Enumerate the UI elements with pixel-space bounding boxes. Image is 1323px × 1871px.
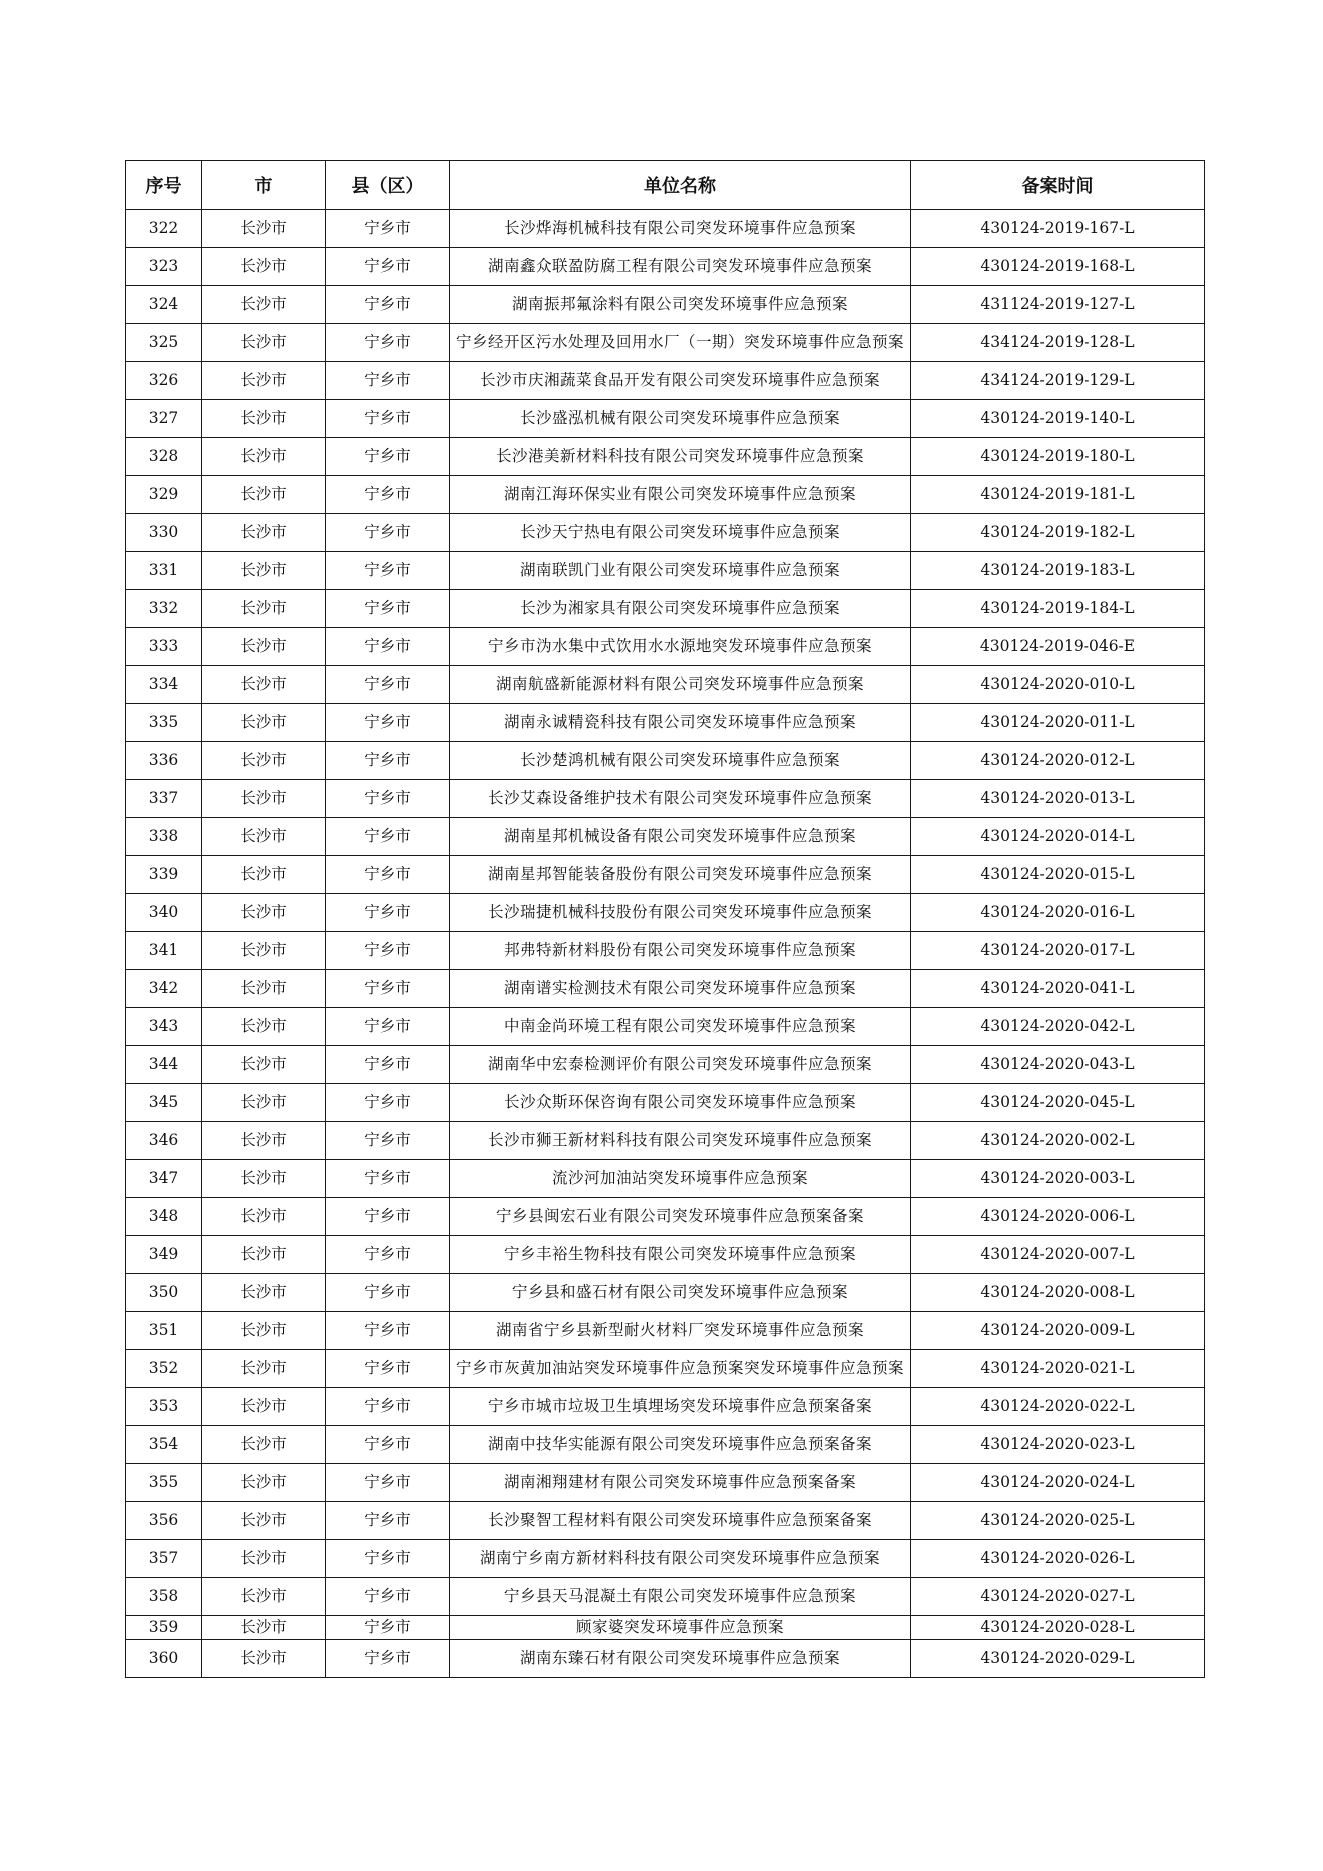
cell-county-district: 宁乡市 xyxy=(326,932,450,970)
cell-filing-number: 430124-2020-003-L xyxy=(911,1160,1205,1198)
cell-city: 长沙市 xyxy=(202,1502,326,1540)
cell-unit-name: 长沙为湘家具有限公司突发环境事件应急预案 xyxy=(450,590,911,628)
cell-city: 长沙市 xyxy=(202,1160,326,1198)
cell-filing-number: 430124-2020-021-L xyxy=(911,1350,1205,1388)
table-row xyxy=(126,1540,1205,1578)
cell-unit-name: 长沙市狮王新材料科技有限公司突发环境事件应急预案 xyxy=(450,1122,911,1160)
cell-unit-name: 长沙市庆湘蔬菜食品开发有限公司突发环境事件应急预案 xyxy=(450,362,911,400)
cell-serial-number: 323 xyxy=(126,248,202,286)
cell-filing-number: 430124-2019-181-L xyxy=(911,476,1205,514)
table-row xyxy=(126,1046,1205,1084)
cell-county-district: 宁乡市 xyxy=(326,1426,450,1464)
cell-serial-number: 349 xyxy=(126,1236,202,1274)
table-row xyxy=(126,970,1205,1008)
cell-city: 长沙市 xyxy=(202,362,326,400)
cell-filing-number: 430124-2019-182-L xyxy=(911,514,1205,552)
cell-city: 长沙市 xyxy=(202,1198,326,1236)
cell-unit-name: 宁乡县天马混凝土有限公司突发环境事件应急预案 xyxy=(450,1578,911,1616)
cell-serial-number: 348 xyxy=(126,1198,202,1236)
cell-county-district: 宁乡市 xyxy=(326,1502,450,1540)
cell-filing-number: 430124-2020-008-L xyxy=(911,1274,1205,1312)
cell-city: 长沙市 xyxy=(202,1350,326,1388)
cell-serial-number: 355 xyxy=(126,1464,202,1502)
cell-filing-number: 430124-2020-007-L xyxy=(911,1236,1205,1274)
table-row xyxy=(126,514,1205,552)
table-row xyxy=(126,1274,1205,1312)
cell-serial-number: 347 xyxy=(126,1160,202,1198)
table-row xyxy=(126,552,1205,590)
table-row xyxy=(126,856,1205,894)
cell-county-district: 宁乡市 xyxy=(326,970,450,1008)
cell-city: 长沙市 xyxy=(202,932,326,970)
cell-filing-number: 430124-2020-010-L xyxy=(911,666,1205,704)
header-filing-number: 备案时间 xyxy=(911,161,1205,210)
cell-county-district: 宁乡市 xyxy=(326,1198,450,1236)
cell-city: 长沙市 xyxy=(202,248,326,286)
table-row xyxy=(126,1008,1205,1046)
cell-city: 长沙市 xyxy=(202,1426,326,1464)
table-row xyxy=(126,1578,1205,1616)
cell-serial-number: 338 xyxy=(126,818,202,856)
cell-filing-number: 430124-2020-012-L xyxy=(911,742,1205,780)
cell-serial-number: 341 xyxy=(126,932,202,970)
cell-county-district: 宁乡市 xyxy=(326,248,450,286)
cell-filing-number: 430124-2020-014-L xyxy=(911,818,1205,856)
cell-serial-number: 337 xyxy=(126,780,202,818)
cell-serial-number: 336 xyxy=(126,742,202,780)
cell-county-district: 宁乡市 xyxy=(326,476,450,514)
cell-city: 长沙市 xyxy=(202,818,326,856)
cell-filing-number: 430124-2019-140-L xyxy=(911,400,1205,438)
cell-county-district: 宁乡市 xyxy=(326,1236,450,1274)
cell-unit-name: 长沙楚鸿机械有限公司突发环境事件应急预案 xyxy=(450,742,911,780)
cell-county-district: 宁乡市 xyxy=(326,1616,450,1640)
cell-unit-name: 湖南湘翔建材有限公司突发环境事件应急预案备案 xyxy=(450,1464,911,1502)
cell-unit-name: 中南金尚环境工程有限公司突发环境事件应急预案 xyxy=(450,1008,911,1046)
cell-city: 长沙市 xyxy=(202,666,326,704)
cell-city: 长沙市 xyxy=(202,1464,326,1502)
cell-unit-name: 长沙烨海机械科技有限公司突发环境事件应急预案 xyxy=(450,210,911,248)
cell-filing-number: 430124-2020-029-L xyxy=(911,1640,1205,1678)
cell-city: 长沙市 xyxy=(202,1312,326,1350)
cell-serial-number: 322 xyxy=(126,210,202,248)
cell-filing-number: 430124-2019-046-E xyxy=(911,628,1205,666)
table-row xyxy=(126,742,1205,780)
cell-county-district: 宁乡市 xyxy=(326,400,450,438)
cell-county-district: 宁乡市 xyxy=(326,210,450,248)
cell-filing-number: 430124-2020-009-L xyxy=(911,1312,1205,1350)
cell-county-district: 宁乡市 xyxy=(326,1350,450,1388)
cell-serial-number: 346 xyxy=(126,1122,202,1160)
cell-county-district: 宁乡市 xyxy=(326,1578,450,1616)
cell-county-district: 宁乡市 xyxy=(326,628,450,666)
cell-county-district: 宁乡市 xyxy=(326,1084,450,1122)
cell-unit-name: 长沙港美新材料科技有限公司突发环境事件应急预案 xyxy=(450,438,911,476)
cell-serial-number: 353 xyxy=(126,1388,202,1426)
cell-city: 长沙市 xyxy=(202,210,326,248)
cell-serial-number: 335 xyxy=(126,704,202,742)
cell-unit-name: 宁乡市城市垃圾卫生填埋场突发环境事件应急预案备案 xyxy=(450,1388,911,1426)
cell-filing-number: 430124-2020-011-L xyxy=(911,704,1205,742)
cell-filing-number: 430124-2020-025-L xyxy=(911,1502,1205,1540)
cell-unit-name: 宁乡县和盛石材有限公司突发环境事件应急预案 xyxy=(450,1274,911,1312)
cell-city: 长沙市 xyxy=(202,1578,326,1616)
cell-serial-number: 354 xyxy=(126,1426,202,1464)
cell-serial-number: 333 xyxy=(126,628,202,666)
cell-unit-name: 湖南鑫众联盈防腐工程有限公司突发环境事件应急预案 xyxy=(450,248,911,286)
cell-county-district: 宁乡市 xyxy=(326,1388,450,1426)
cell-city: 长沙市 xyxy=(202,1388,326,1426)
table-row xyxy=(126,362,1205,400)
table-row xyxy=(126,324,1205,362)
table-row xyxy=(126,1198,1205,1236)
cell-unit-name: 湖南宁乡南方新材料科技有限公司突发环境事件应急预案 xyxy=(450,1540,911,1578)
cell-unit-name: 长沙瑞捷机械科技股份有限公司突发环境事件应急预案 xyxy=(450,894,911,932)
cell-serial-number: 360 xyxy=(126,1640,202,1678)
cell-county-district: 宁乡市 xyxy=(326,742,450,780)
cell-filing-number: 430124-2020-041-L xyxy=(911,970,1205,1008)
cell-city: 长沙市 xyxy=(202,1084,326,1122)
header-unit-name: 单位名称 xyxy=(450,161,911,210)
cell-filing-number: 430124-2020-017-L xyxy=(911,932,1205,970)
cell-county-district: 宁乡市 xyxy=(326,894,450,932)
cell-county-district: 宁乡市 xyxy=(326,666,450,704)
cell-unit-name: 湖南星邦智能装备股份有限公司突发环境事件应急预案 xyxy=(450,856,911,894)
cell-county-district: 宁乡市 xyxy=(326,590,450,628)
cell-unit-name: 流沙河加油站突发环境事件应急预案 xyxy=(450,1160,911,1198)
cell-county-district: 宁乡市 xyxy=(326,780,450,818)
cell-serial-number: 340 xyxy=(126,894,202,932)
table-row xyxy=(126,1426,1205,1464)
cell-city: 长沙市 xyxy=(202,780,326,818)
cell-county-district: 宁乡市 xyxy=(326,1274,450,1312)
cell-city: 长沙市 xyxy=(202,324,326,362)
cell-unit-name: 湖南联凯门业有限公司突发环境事件应急预案 xyxy=(450,552,911,590)
cell-serial-number: 339 xyxy=(126,856,202,894)
cell-serial-number: 330 xyxy=(126,514,202,552)
cell-county-district: 宁乡市 xyxy=(326,1008,450,1046)
cell-serial-number: 356 xyxy=(126,1502,202,1540)
table-row xyxy=(126,400,1205,438)
cell-serial-number: 358 xyxy=(126,1578,202,1616)
table-row xyxy=(126,286,1205,324)
cell-city: 长沙市 xyxy=(202,856,326,894)
cell-unit-name: 长沙艾森设备维护技术有限公司突发环境事件应急预案 xyxy=(450,780,911,818)
cell-unit-name: 宁乡市沩水集中式饮用水水源地突发环境事件应急预案 xyxy=(450,628,911,666)
cell-county-district: 宁乡市 xyxy=(326,704,450,742)
cell-county-district: 宁乡市 xyxy=(326,1046,450,1084)
cell-county-district: 宁乡市 xyxy=(326,856,450,894)
cell-filing-number: 430124-2019-184-L xyxy=(911,590,1205,628)
table-row xyxy=(126,704,1205,742)
cell-unit-name: 长沙众斯环保咨询有限公司突发环境事件应急预案 xyxy=(450,1084,911,1122)
cell-city: 长沙市 xyxy=(202,1008,326,1046)
cell-filing-number: 430124-2020-026-L xyxy=(911,1540,1205,1578)
cell-serial-number: 359 xyxy=(126,1616,202,1640)
cell-city: 长沙市 xyxy=(202,1616,326,1640)
cell-filing-number: 430124-2019-183-L xyxy=(911,552,1205,590)
table-row xyxy=(126,1616,1205,1640)
cell-unit-name: 邦弗特新材料股份有限公司突发环境事件应急预案 xyxy=(450,932,911,970)
cell-city: 长沙市 xyxy=(202,438,326,476)
cell-unit-name: 湖南江海环保实业有限公司突发环境事件应急预案 xyxy=(450,476,911,514)
cell-city: 长沙市 xyxy=(202,704,326,742)
cell-filing-number: 430124-2019-168-L xyxy=(911,248,1205,286)
table-row xyxy=(126,1312,1205,1350)
cell-unit-name: 长沙天宁热电有限公司突发环境事件应急预案 xyxy=(450,514,911,552)
cell-county-district: 宁乡市 xyxy=(326,1540,450,1578)
cell-unit-name: 顾家婆突发环境事件应急预案 xyxy=(450,1616,911,1640)
table-row xyxy=(126,1236,1205,1274)
cell-unit-name: 湖南振邦氟涂料有限公司突发环境事件应急预案 xyxy=(450,286,911,324)
cell-county-district: 宁乡市 xyxy=(326,324,450,362)
table-row xyxy=(126,1350,1205,1388)
cell-serial-number: 324 xyxy=(126,286,202,324)
cell-unit-name: 宁乡经开区污水处理及回用水厂（一期）突发环境事件应急预案 xyxy=(450,324,911,362)
cell-unit-name: 湖南华中宏泰检测评价有限公司突发环境事件应急预案 xyxy=(450,1046,911,1084)
table-row xyxy=(126,1084,1205,1122)
cell-unit-name: 湖南东臻石材有限公司突发环境事件应急预案 xyxy=(450,1640,911,1678)
cell-city: 长沙市 xyxy=(202,1046,326,1084)
table-row xyxy=(126,666,1205,704)
cell-city: 长沙市 xyxy=(202,514,326,552)
cell-serial-number: 328 xyxy=(126,438,202,476)
cell-unit-name: 湖南航盛新能源材料有限公司突发环境事件应急预案 xyxy=(450,666,911,704)
table-row xyxy=(126,1122,1205,1160)
cell-county-district: 宁乡市 xyxy=(326,514,450,552)
cell-serial-number: 344 xyxy=(126,1046,202,1084)
cell-filing-number: 430124-2020-002-L xyxy=(911,1122,1205,1160)
table-header-row xyxy=(126,161,1205,210)
cell-filing-number: 430124-2020-015-L xyxy=(911,856,1205,894)
cell-county-district: 宁乡市 xyxy=(326,552,450,590)
cell-filing-number: 430124-2020-043-L xyxy=(911,1046,1205,1084)
cell-serial-number: 327 xyxy=(126,400,202,438)
cell-serial-number: 334 xyxy=(126,666,202,704)
table-row xyxy=(126,780,1205,818)
cell-filing-number: 430124-2020-023-L xyxy=(911,1426,1205,1464)
cell-filing-number: 430124-2020-027-L xyxy=(911,1578,1205,1616)
table-row xyxy=(126,628,1205,666)
cell-unit-name: 长沙盛泓机械有限公司突发环境事件应急预案 xyxy=(450,400,911,438)
cell-filing-number: 430124-2020-022-L xyxy=(911,1388,1205,1426)
cell-unit-name: 湖南永诚精瓷科技有限公司突发环境事件应急预案 xyxy=(450,704,911,742)
cell-serial-number: 357 xyxy=(126,1540,202,1578)
filing-records-table xyxy=(125,160,1205,1678)
cell-serial-number: 325 xyxy=(126,324,202,362)
cell-county-district: 宁乡市 xyxy=(326,362,450,400)
cell-unit-name: 长沙聚智工程材料有限公司突发环境事件应急预案备案 xyxy=(450,1502,911,1540)
cell-unit-name: 宁乡丰裕生物科技有限公司突发环境事件应急预案 xyxy=(450,1236,911,1274)
cell-serial-number: 351 xyxy=(126,1312,202,1350)
cell-serial-number: 326 xyxy=(126,362,202,400)
table-row xyxy=(126,818,1205,856)
cell-unit-name: 湖南星邦机械设备有限公司突发环境事件应急预案 xyxy=(450,818,911,856)
cell-serial-number: 331 xyxy=(126,552,202,590)
table-row xyxy=(126,1640,1205,1678)
cell-serial-number: 329 xyxy=(126,476,202,514)
cell-filing-number: 430124-2020-042-L xyxy=(911,1008,1205,1046)
cell-city: 长沙市 xyxy=(202,1640,326,1678)
cell-serial-number: 345 xyxy=(126,1084,202,1122)
cell-county-district: 宁乡市 xyxy=(326,1160,450,1198)
cell-city: 长沙市 xyxy=(202,1540,326,1578)
cell-city: 长沙市 xyxy=(202,894,326,932)
table-row xyxy=(126,932,1205,970)
cell-filing-number: 430124-2019-167-L xyxy=(911,210,1205,248)
table-row xyxy=(126,210,1205,248)
cell-county-district: 宁乡市 xyxy=(326,1122,450,1160)
table-body xyxy=(126,210,1205,1678)
cell-county-district: 宁乡市 xyxy=(326,1464,450,1502)
cell-filing-number: 431124-2019-127-L xyxy=(911,286,1205,324)
table-row xyxy=(126,438,1205,476)
header-county-district: 县（区） xyxy=(326,161,450,210)
cell-unit-name: 湖南谱实检测技术有限公司突发环境事件应急预案 xyxy=(450,970,911,1008)
cell-unit-name: 湖南中技华实能源有限公司突发环境事件应急预案备案 xyxy=(450,1426,911,1464)
cell-city: 长沙市 xyxy=(202,1122,326,1160)
cell-city: 长沙市 xyxy=(202,742,326,780)
header-serial-number: 序号 xyxy=(126,161,202,210)
cell-serial-number: 332 xyxy=(126,590,202,628)
cell-city: 长沙市 xyxy=(202,400,326,438)
cell-serial-number: 350 xyxy=(126,1274,202,1312)
cell-serial-number: 343 xyxy=(126,1008,202,1046)
cell-city: 长沙市 xyxy=(202,970,326,1008)
cell-city: 长沙市 xyxy=(202,1236,326,1274)
cell-serial-number: 352 xyxy=(126,1350,202,1388)
cell-county-district: 宁乡市 xyxy=(326,818,450,856)
cell-county-district: 宁乡市 xyxy=(326,1640,450,1678)
cell-filing-number: 430124-2020-006-L xyxy=(911,1198,1205,1236)
cell-county-district: 宁乡市 xyxy=(326,438,450,476)
cell-filing-number: 434124-2019-129-L xyxy=(911,362,1205,400)
cell-city: 长沙市 xyxy=(202,552,326,590)
cell-city: 长沙市 xyxy=(202,590,326,628)
cell-unit-name: 宁乡县闽宏石业有限公司突发环境事件应急预案备案 xyxy=(450,1198,911,1236)
table-row xyxy=(126,590,1205,628)
cell-filing-number: 430124-2020-028-L xyxy=(911,1616,1205,1640)
table-row xyxy=(126,894,1205,932)
cell-city: 长沙市 xyxy=(202,628,326,666)
cell-county-district: 宁乡市 xyxy=(326,286,450,324)
table-row xyxy=(126,248,1205,286)
cell-filing-number: 430124-2020-024-L xyxy=(911,1464,1205,1502)
cell-filing-number: 430124-2019-180-L xyxy=(911,438,1205,476)
cell-serial-number: 342 xyxy=(126,970,202,1008)
table-row xyxy=(126,1388,1205,1426)
cell-city: 长沙市 xyxy=(202,1274,326,1312)
header-city: 市 xyxy=(202,161,326,210)
cell-unit-name: 宁乡市灰黄加油站突发环境事件应急预案突发环境事件应急预案 xyxy=(450,1350,911,1388)
cell-filing-number: 430124-2020-045-L xyxy=(911,1084,1205,1122)
cell-filing-number: 430124-2020-013-L xyxy=(911,780,1205,818)
cell-county-district: 宁乡市 xyxy=(326,1312,450,1350)
cell-city: 长沙市 xyxy=(202,476,326,514)
cell-filing-number: 434124-2019-128-L xyxy=(911,324,1205,362)
table-row xyxy=(126,1464,1205,1502)
cell-unit-name: 湖南省宁乡县新型耐火材料厂突发环境事件应急预案 xyxy=(450,1312,911,1350)
table-row xyxy=(126,1502,1205,1540)
cell-city: 长沙市 xyxy=(202,286,326,324)
table-row xyxy=(126,1160,1205,1198)
table-row xyxy=(126,476,1205,514)
cell-filing-number: 430124-2020-016-L xyxy=(911,894,1205,932)
